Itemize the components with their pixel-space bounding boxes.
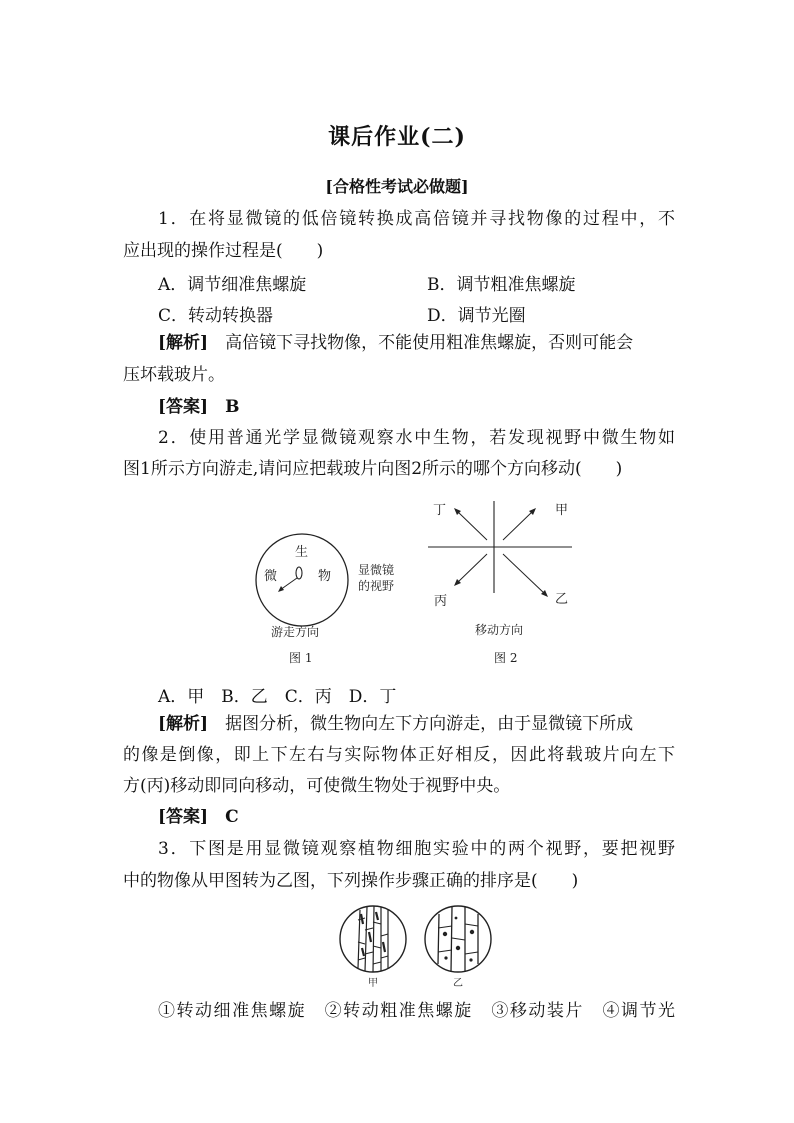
q1-analysis-line1 bbox=[158, 332, 675, 354]
q3-steps-line: ①转动细准焦螺旋 ②转动粗准焦螺旋 ③移动装片 ④调节光 bbox=[158, 1001, 675, 1021]
q2-stem-line2: 图1所示方向游走,请问应把载玻片向图2所示的哪个方向移动( ) bbox=[123, 459, 623, 479]
fig1-label-line1: 显微镜 bbox=[358, 563, 395, 577]
q2-analysis-line2: 的像是倒像，即上下左右与实际物体正好相反，因此将载玻片向左下 bbox=[123, 745, 675, 765]
q1-answer-tag: [答案] bbox=[158, 397, 209, 417]
q2-analysis-line3: 方(丙)移动即同向移动，可使微生物处于视野中央。 bbox=[123, 776, 511, 796]
microorganism-shape bbox=[296, 567, 302, 579]
q1-answer bbox=[158, 396, 675, 418]
fig2-caption: 移动方向 bbox=[475, 623, 524, 637]
q1-answer-value: B bbox=[225, 397, 240, 417]
figure3-cell-views bbox=[336, 902, 496, 994]
section-heading: [合格性考试必做题] bbox=[325, 177, 469, 196]
q1-analysis-tag: [解析] bbox=[158, 333, 209, 353]
view-label-yi: 乙 bbox=[453, 978, 463, 989]
dir-ding: 丁 bbox=[433, 503, 447, 518]
view-jia bbox=[340, 906, 406, 972]
fig1-name: 图 1 bbox=[289, 651, 313, 665]
fig1-char-sheng: 生 bbox=[295, 545, 309, 560]
dir-jia: 甲 bbox=[555, 503, 569, 518]
q2-options: A．甲 B．乙 C．丙 D．丁 bbox=[158, 687, 397, 707]
q1-option-b: B．调节粗准焦螺旋 bbox=[427, 275, 576, 295]
q2-answer-tag: [答案] bbox=[158, 807, 209, 827]
q1-stem-line2: 应出现的操作过程是( ) bbox=[123, 241, 324, 261]
fig1-caption: 游走方向 bbox=[271, 625, 320, 639]
dir-yi: 乙 bbox=[555, 592, 569, 607]
fig1-char-wei: 微 bbox=[264, 569, 278, 584]
fig1-label-line2: 的视野 bbox=[358, 579, 395, 593]
view-yi bbox=[425, 906, 491, 972]
q2-stem-line1: 2．使用普通光学显微镜观察水中生物，若发现视野中微生物如 bbox=[158, 428, 675, 448]
q1-analysis-text: 高倍镜下寻找物像，不能使用粗准焦螺旋，否则可能会 bbox=[225, 333, 634, 353]
dir-bing: 丙 bbox=[434, 594, 448, 609]
q2-analysis-text: 据图分析，微生物向左下方向游走，由于显微镜下所成 bbox=[225, 714, 634, 734]
q1-option-a: A．调节细准焦螺旋 bbox=[158, 275, 307, 295]
fig1-char-wu: 物 bbox=[318, 569, 332, 584]
q3-stem-line1: 3．下图是用显微镜观察植物细胞实验中的两个视野，要把视野 bbox=[158, 839, 675, 859]
q1-analysis-line2: 压坏载玻片。 bbox=[123, 365, 225, 385]
q1-option-d: D．调节光圈 bbox=[427, 306, 526, 326]
fig2-name: 图 2 bbox=[494, 651, 518, 665]
q1-option-c: C．转动转换器 bbox=[158, 306, 274, 326]
q2-answer bbox=[158, 806, 675, 828]
q2-answer-value: C bbox=[225, 807, 239, 827]
view-label-jia: 甲 bbox=[368, 978, 378, 989]
figure2-direction-diagram bbox=[425, 495, 595, 670]
page-title: 课后作业(二) bbox=[328, 124, 466, 150]
swim-arrowhead bbox=[278, 586, 284, 592]
q2-analysis-tag: [解析] bbox=[158, 714, 209, 734]
q3-stem-line2: 中的物像从甲图转为乙图，下列操作步骤正确的排序是( ) bbox=[123, 871, 579, 891]
q2-analysis-line1 bbox=[158, 713, 675, 735]
figure1-microscope-field bbox=[245, 528, 415, 668]
q1-stem-line1: 1．在将显微镜的低倍镜转换成高倍镜并寻找物像的过程中，不 bbox=[158, 209, 675, 229]
